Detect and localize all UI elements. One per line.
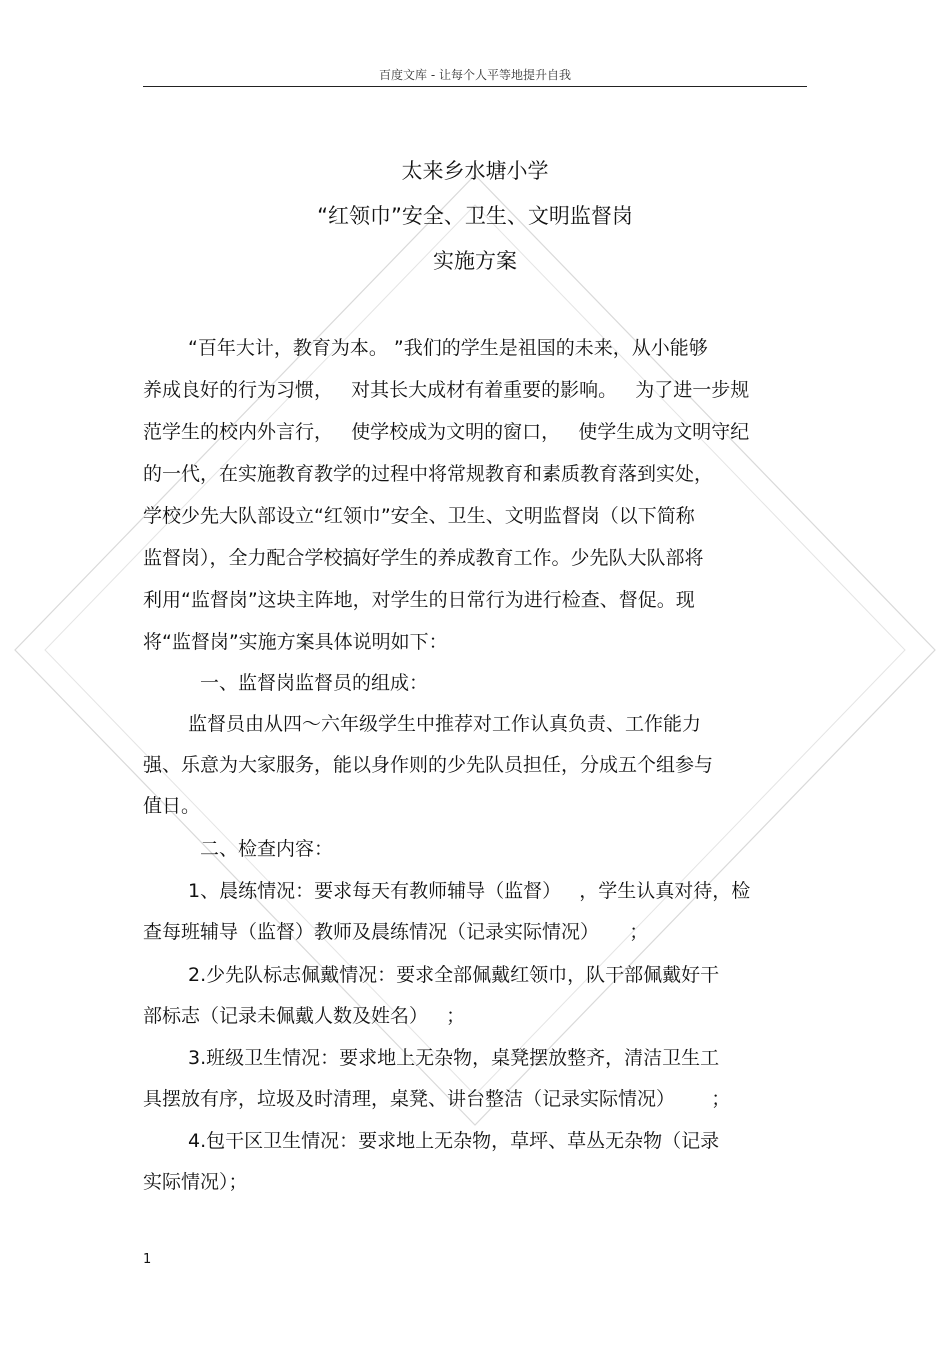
body-line: 值日。 [143,795,201,817]
body-line: 范学生的校内外言行， 使学校成为文明的窗口， 使学生成为文明守纪 [143,421,750,443]
body-line: “百年大计，教育为本。 ”我们的学生是祖国的未来，从小能够 [188,337,708,359]
body-line: 2.少先队标志佩戴情况：要求全部佩戴红领巾，队干部佩戴好干 [188,964,720,986]
page-number: 1 [143,1252,152,1267]
section-heading: 二、检查内容： [200,838,334,860]
page-header: 百度文库 - 让每个人平等地提升自我 [379,68,571,82]
body-line: 查每班辅导（监督）教师及晨练情况（记录实际情况） ； [143,921,649,943]
body-line: 4.包干区卫生情况：要求地上无杂物，草坪、草丛无杂物（记录 [188,1130,720,1152]
title-main: “红领巾”安全、卫生、文明监督岗 [317,204,633,228]
title-sub: 实施方案 [433,249,517,273]
body-line: 监督岗），全力配合学校搞好学生的养成教育工作。少先队大队部将 [143,547,704,569]
body-line: 学校少先大队部设立“红领巾”安全、卫生、文明监督岗（以下简称 [143,505,695,527]
body-line: 实际情况）； [143,1171,248,1193]
body-line: 具摆放有序，垃圾及时清理，桌凳、讲台整洁（记录实际情况） ； [143,1088,731,1110]
body-line: 的一代，在实施教育教学的过程中将常规教育和素质教育落到实处， [143,463,714,485]
body-line: 强、乐意为大家服务，能以身作则的少先队员担任，分成五个组参与 [143,754,714,776]
body-line: 养成良好的行为习惯， 对其长大成材有着重要的影响。 为了进一步规 [143,379,750,401]
body-line: 将“监督岗”实施方案具体说明如下： [143,631,448,653]
header-rule [143,86,807,87]
body-line: 1、晨练情况：要求每天有教师辅导（监督） ，学生认真对待，检 [188,880,751,902]
section-heading: 一、监督岗监督员的组成： [200,672,429,694]
body-line: 部标志（记录未佩戴人数及姓名） ； [143,1005,466,1027]
title-school: 太来乡水塘小学 [401,159,549,183]
body-line: 3.班级卫生情况：要求地上无杂物，桌凳摆放整齐，清洁卫生工 [188,1047,720,1069]
body-line: 监督员由从四～六年级学生中推荐对工作认真负责、工作能力 [188,713,702,735]
body-line: 利用“监督岗”这块主阵地，对学生的日常行为进行检查、督促。现 [143,589,695,611]
